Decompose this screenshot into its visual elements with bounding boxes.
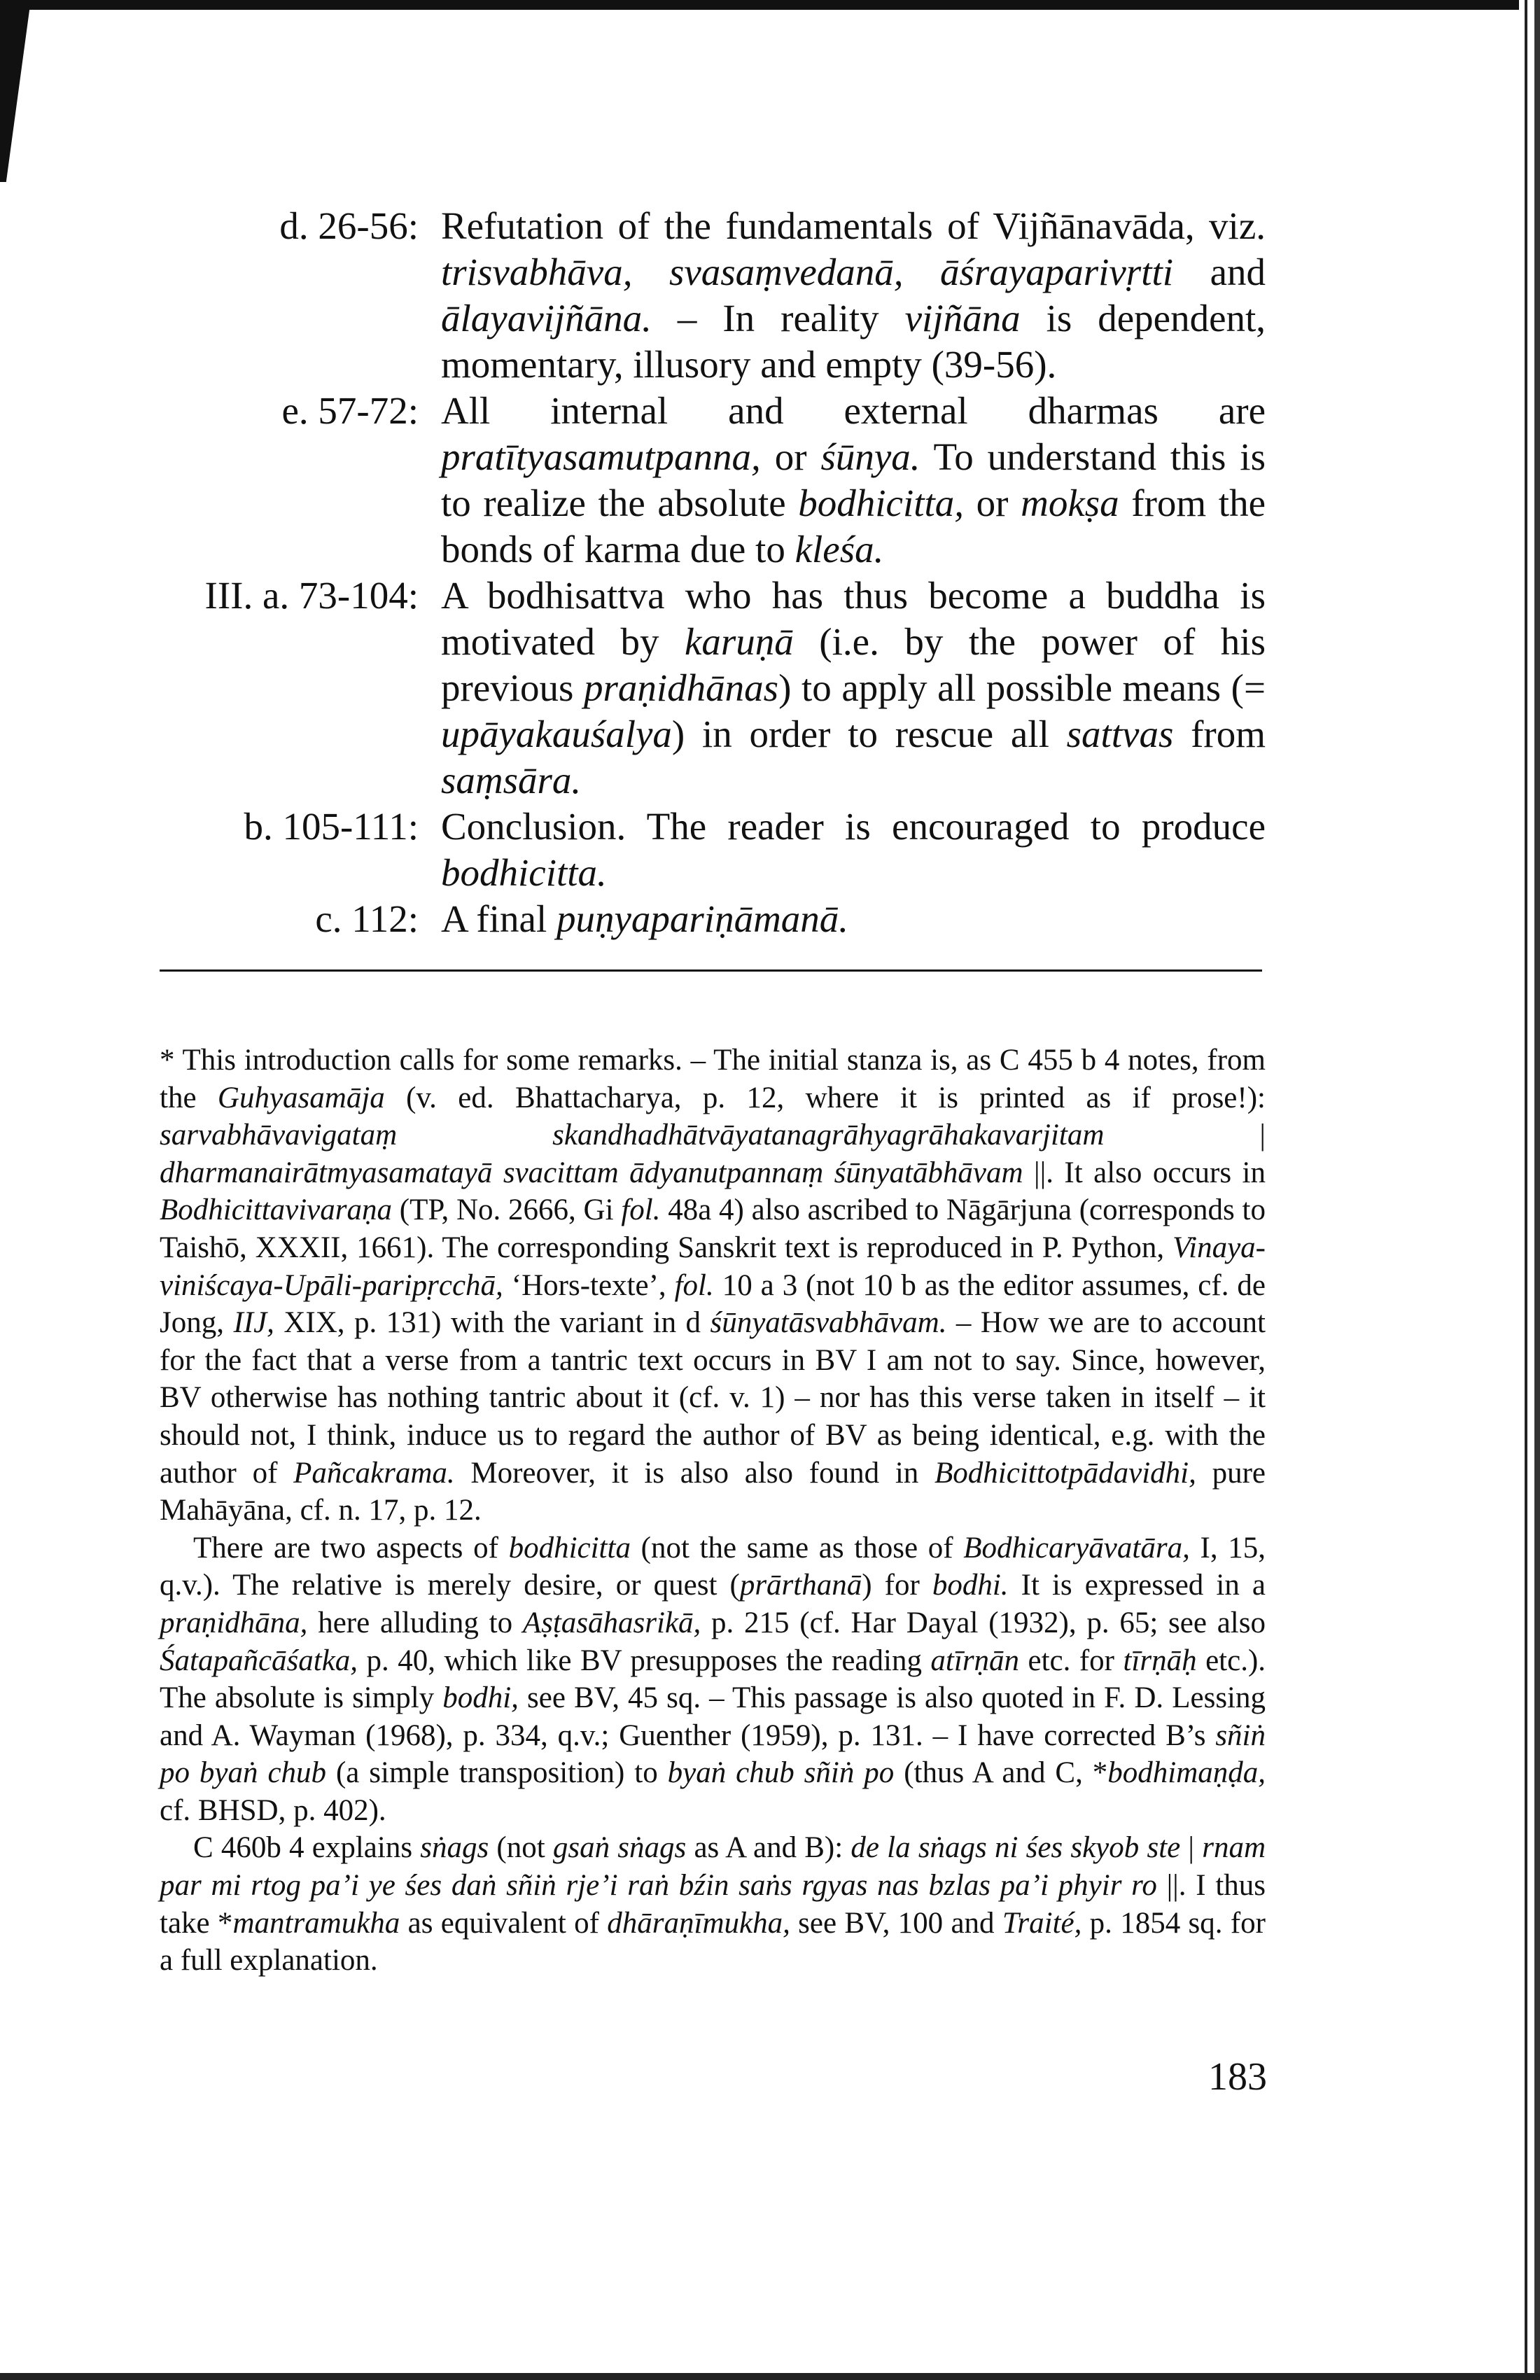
outline-description: Refutation of the fundamentals of Vijñānavāda, viz. trisvabhāva, svasaṃvedanā, āśrayaparivṛtti and ālayavijñāna. – In reality vijñāna is dependent, momentary, illusory and empty (39-56). (441, 204, 1266, 386)
outline-list (160, 203, 1266, 942)
footnote-paragraph: C 460b 4 explains sṅags (not gsaṅ sṅags as A and B): de la sṅags ni śes skyob ste | rnam par mi rtog pa’i ye śes daṅ sñiṅ rje’i raṅ bźin saṅs rgyas nas bzlas pa’i phyir ro ||. I thus take *mantramukha as equivalent of dhāraṇīmukha, see BV, 100 and Traité, p. 1854 sq. for a full explanation. (160, 1831, 1266, 1977)
outline-label: b. 105-111: (244, 805, 419, 848)
footnotes (160, 1042, 1266, 1980)
outline-entry (160, 203, 1266, 388)
outline-label: d. 26-56: (279, 204, 419, 247)
outline-description: All internal and external dharmas are pratītyasamutpanna, or śūnya. To understand this is to realize the absolute bodhicitta, or mokṣa from the bonds of karma due to kleśa. (441, 389, 1266, 570)
outline-entry (160, 388, 1266, 573)
outline-description: Conclusion. The reader is encouraged to produce bodhicitta. (441, 805, 1266, 894)
outline-entry (160, 573, 1266, 804)
outline-label: c. 112: (315, 897, 419, 940)
outline-label: III. a. 73-104: (204, 574, 419, 617)
page-number: 183 (1208, 2055, 1267, 2099)
footnote-paragraph: There are two aspects of bodhicitta (not the same as those of Bodhicaryāvatāra, I, 15, q.v.). The relative is merely desire, or quest (prārthanā) for bodhi. It is expressed in a praṇidhāna, here alluding to Aṣṭasāhasrikā, p. 215 (cf. Har Dayal (1932), p. 65; see also Śatapañcāśatka, p. 40, which like BV presupposes the reading atīrṇān etc. for tīrṇāḥ etc.). The absolute is simply bodhi, see BV, 45 sq. – This passage is also quoted in F. D. Lessing and A. Wayman (1968), p. 334, q.v.; Guenther (1959), p. 131. – I have corrected B’s sñiṅ po byaṅ chub (a simple transposition) to byaṅ chub sñiṅ po (thus A and C, *bodhimaṇḍa, cf. BHSD, p. 402). (160, 1531, 1266, 1827)
footnote-paragraph: * This introduction calls for some remarks. – The initial stanza is, as C 455 b 4 notes, from the Guhyasamāja (v. ed. Bhattacharya, p. 12, where it is printed as if prose!): sarvabhāvavigataṃ skandhadhātvāyatanagrāhyagrāhakavarjitam | dharmanairātmyasamatayā svacittam ādyanutpannaṃ śūnyatābhāvam ||. It also occurs in Bodhicittavivaraṇa (TP, No. 2666, Gi fol. 48a 4) also ascribed to Nāgārjuna (corresponds to Taishō, XXXII, 1661). The corresponding Sanskrit text is reproduced in P. Python, Vinaya-viniścaya-Upāli-paripṛcchā, ‘Hors-texte’, fol. 10 a 3 (not 10 b as the editor assumes, cf. de Jong, IIJ, XIX, p. 131) with the variant in d śūnyatāsvabhāvam. – How we are to account for the fact that a verse from a tantric text occurs in BV I am not to say. Since, however, BV otherwise has nothing tantric about it (cf. v. 1) – nor has this verse taken in itself – it should not, I think, induce us to regard the author of BV as being identical, e.g. with the author of Pañcakrama. Moreover, it is also also found in Bodhicittotpādavidhi, pure Mahāyāna, cf. n. 17, p. 12. (160, 1044, 1266, 1527)
scan-edge-right (1519, 0, 1540, 2380)
outline-label: e. 57-72: (281, 389, 419, 432)
footnote-separator (160, 969, 1262, 972)
scan-edge-mark (0, 0, 31, 182)
outline-description: A bodhisattva who has thus become a buddha is motivated by karuṇā (i.e. by the power of his previous praṇidhānas) to apply all possible means (= upāyakauśalya) in order to rescue all sattvas from saṃsāra. (441, 574, 1266, 802)
scan-edge-bottom (0, 2373, 1540, 2380)
outline-description: A final puṇyapariṇāmanā. (441, 897, 849, 940)
outline-entry (160, 804, 1266, 896)
scan-edge-top (0, 0, 1540, 10)
outline-entry (160, 896, 1266, 942)
